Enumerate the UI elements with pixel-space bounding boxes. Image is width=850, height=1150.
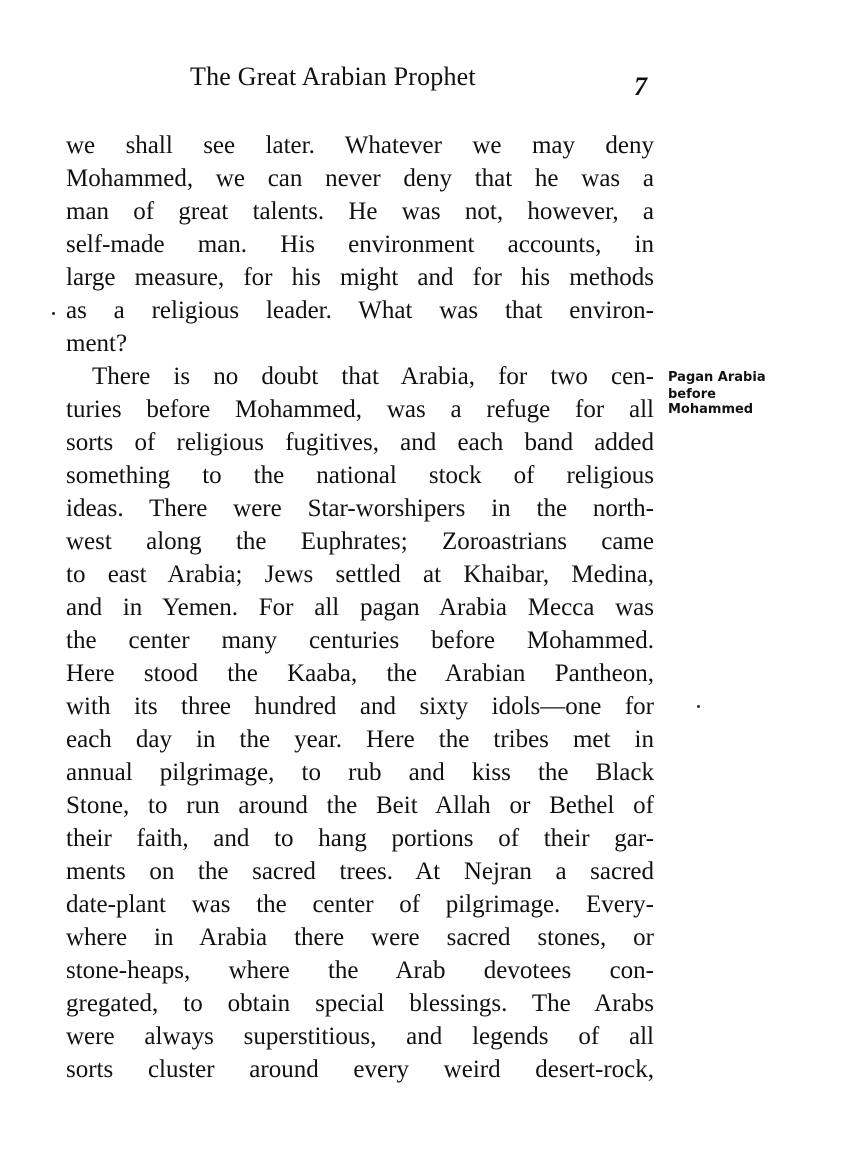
- text-line: the center many centuries before Mohammed.: [66, 627, 654, 654]
- page-number: 7: [634, 72, 647, 101]
- margin-note-line: before: [668, 387, 716, 402]
- text-line: man of great talents. He was not, however, a: [66, 198, 654, 225]
- margin-note-line: Mohammed: [668, 402, 754, 417]
- text-line: each day in the year. Here the tribes met in: [66, 726, 654, 753]
- text-line: west along the Euphrates; Zoroastrians came: [66, 528, 654, 555]
- text-line: ments on the sacred trees. At Nejran a sacred: [66, 858, 654, 885]
- text-line: ment?: [66, 330, 128, 357]
- text-line: turies before Mohammed, was a refuge for all: [66, 396, 654, 423]
- text-line: Here stood the Kaaba, the Arabian Pantheon,: [66, 660, 654, 687]
- text-line: to east Arabia; Jews settled at Khaibar, Medina,: [66, 561, 654, 588]
- text-line: stone-heaps, where the Arab devotees con-: [66, 957, 654, 984]
- running-head-title: The Great Arabian Prophet: [190, 62, 476, 91]
- text-line: Mohammed, we can never deny that he was a: [66, 165, 654, 192]
- text-line: we shall see later. Whatever we may deny: [66, 132, 654, 159]
- text-line: Stone, to run around the Beit Allah or Bethel of: [66, 792, 654, 819]
- text-line: self-made man. His environment accounts, in: [66, 231, 654, 258]
- text-line: where in Arabia there were sacred stones, or: [66, 924, 654, 951]
- text-line: date-plant was the center of pilgrimage. Every-: [66, 891, 654, 918]
- margin-note-line: Pagan Arabia: [668, 370, 766, 385]
- print-speck: [697, 705, 700, 708]
- text-line: as a religious leader. What was that environ-: [66, 297, 654, 324]
- text-line: their faith, and to hang portions of their gar-: [66, 825, 654, 852]
- body-text: [66, 129, 654, 1086]
- text-line: with its three hundred and sixty idols—one for: [66, 693, 654, 720]
- margin-note: [668, 369, 808, 418]
- print-speck: [52, 312, 55, 315]
- text-line: sorts cluster around every weird desert-rock,: [66, 1056, 654, 1083]
- text-line: annual pilgrimage, to rub and kiss the Black: [66, 759, 654, 786]
- text-line: gregated, to obtain special blessings. The Arabs: [66, 990, 654, 1017]
- text-line: something to the national stock of religious: [66, 462, 654, 489]
- text-line: and in Yemen. For all pagan Arabia Mecca was: [66, 594, 654, 621]
- text-line: large measure, for his might and for his methods: [66, 264, 654, 291]
- text-line: were always superstitious, and legends of all: [66, 1023, 654, 1050]
- text-line: There is no doubt that Arabia, for two cen-: [92, 363, 654, 390]
- text-line: ideas. There were Star-worshipers in the north-: [66, 495, 654, 522]
- text-line: sorts of religious fugitives, and each band added: [66, 429, 654, 456]
